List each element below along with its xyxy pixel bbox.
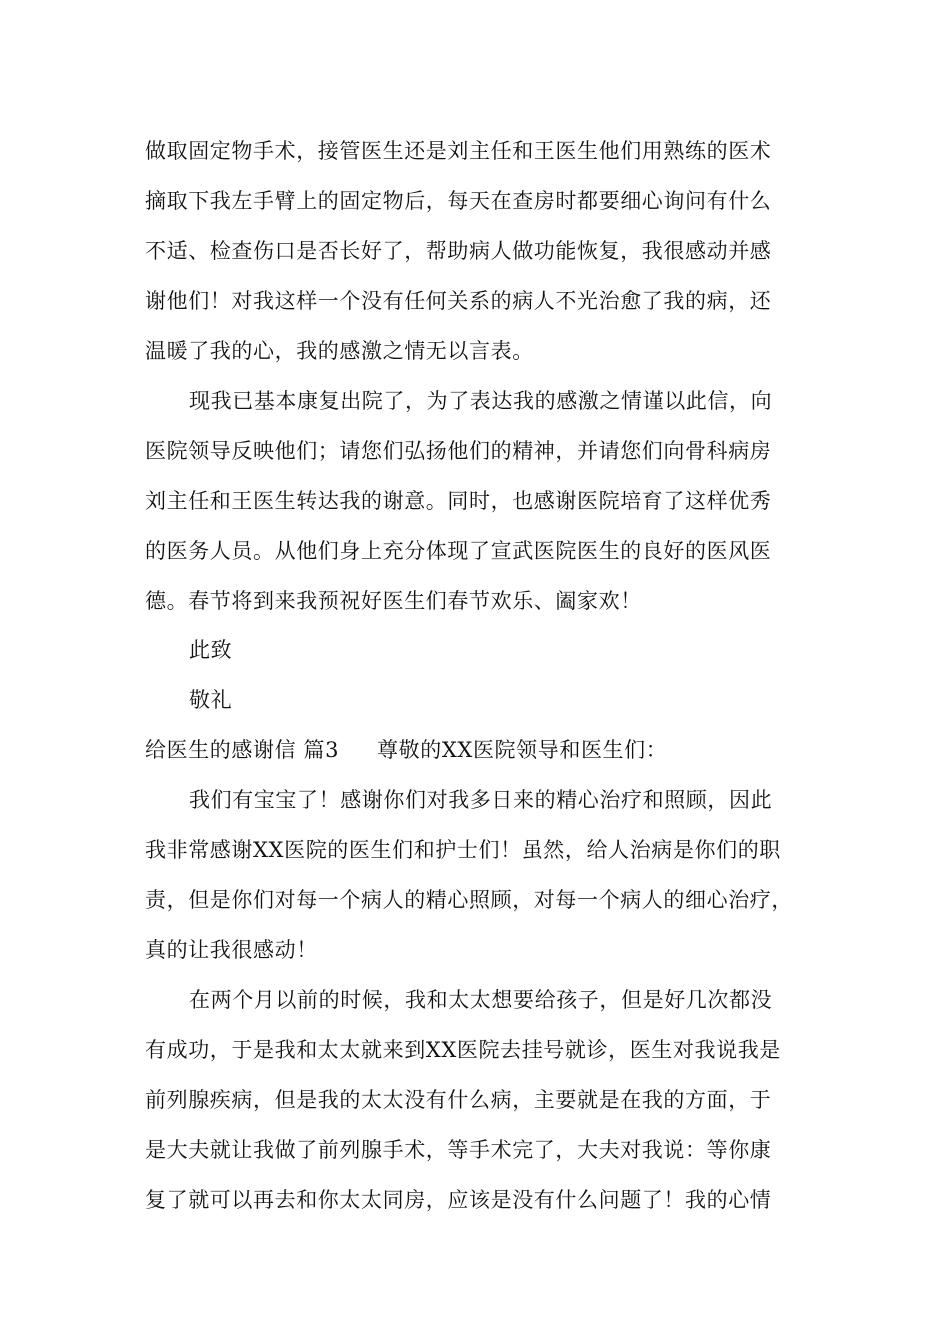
closing-jingli: 敬礼	[189, 688, 233, 712]
paragraph-2-line-4: 的医务人员。从他们身上充分体现了宣武医院医生的良好的医风医	[145, 539, 772, 563]
paragraph-3-line-2: 我非常感谢XX医院的医生们和护士们！虽然，给人治病是你们的职	[145, 838, 781, 862]
paragraph-1-line-5: 温暖了我的心，我的感激之情无以言表。	[145, 339, 534, 363]
closing-cizhi: 此致	[189, 638, 233, 662]
paragraph-4-line-3: 前列腺疾病，但是我的太太没有什么病，主要就是在我的方面，于	[145, 1088, 772, 1112]
section-heading-line	[145, 737, 667, 763]
paragraph-1-line-1: 做取固定物手术，接管医生还是刘主任和王医生他们用熟练的医术	[145, 139, 772, 163]
paragraph-3-line-4: 真的让我很感动！	[145, 938, 318, 962]
paragraph-3-line-1: 我们有宝宝了！感谢你们对我多日来的精心治疗和照顾，因此	[189, 788, 773, 812]
paragraph-1-line-3: 不适、检查伤口是否长好了，帮助病人做功能恢复，我很感动并感	[145, 239, 772, 263]
salutation: 尊敬的XX医院领导和医生们：	[377, 738, 668, 762]
paragraph-1-line-2: 摘取下我左手臂上的固定物后，每天在查房时都要细心询问有什么	[145, 189, 772, 213]
paragraph-1-line-4: 谢他们！对我这样一个没有任何关系的病人不光治愈了我的病，还	[145, 289, 772, 313]
paragraph-4-line-2: 有成功，于是我和太太就来到XX医院去挂号就诊，医生对我说我是	[145, 1038, 781, 1062]
paragraph-2-line-5: 德。春节将到来我预祝好医生们春节欢乐、阖家欢！	[145, 589, 642, 613]
paragraph-2-line-1: 现我已基本康复出院了，为了表达我的感激之情谨以此信，向	[189, 389, 773, 413]
paragraph-3-line-3: 责，但是你们对每一个病人的精心照顾，对每一个病人的细心治疗，	[145, 888, 793, 912]
section-title: 给医生的感谢信 篇3	[145, 738, 340, 762]
paragraph-4-line-1: 在两个月以前的时候，我和太太想要给孩子，但是好几次都没	[189, 988, 773, 1012]
paragraph-2-line-3: 刘主任和王医生转达我的谢意。同时，也感谢医院培育了这样优秀	[145, 489, 772, 513]
paragraph-4-line-4: 是大夫就让我做了前列腺手术，等手术完了，大夫对我说：等你康	[145, 1138, 772, 1162]
paragraph-2-line-2: 医院领导反映他们；请您们弘扬他们的精神，并请您们向骨科病房	[145, 439, 772, 463]
paragraph-4-line-5: 复了就可以再去和你太太同房，应该是没有什么问题了！我的心情	[145, 1188, 772, 1212]
